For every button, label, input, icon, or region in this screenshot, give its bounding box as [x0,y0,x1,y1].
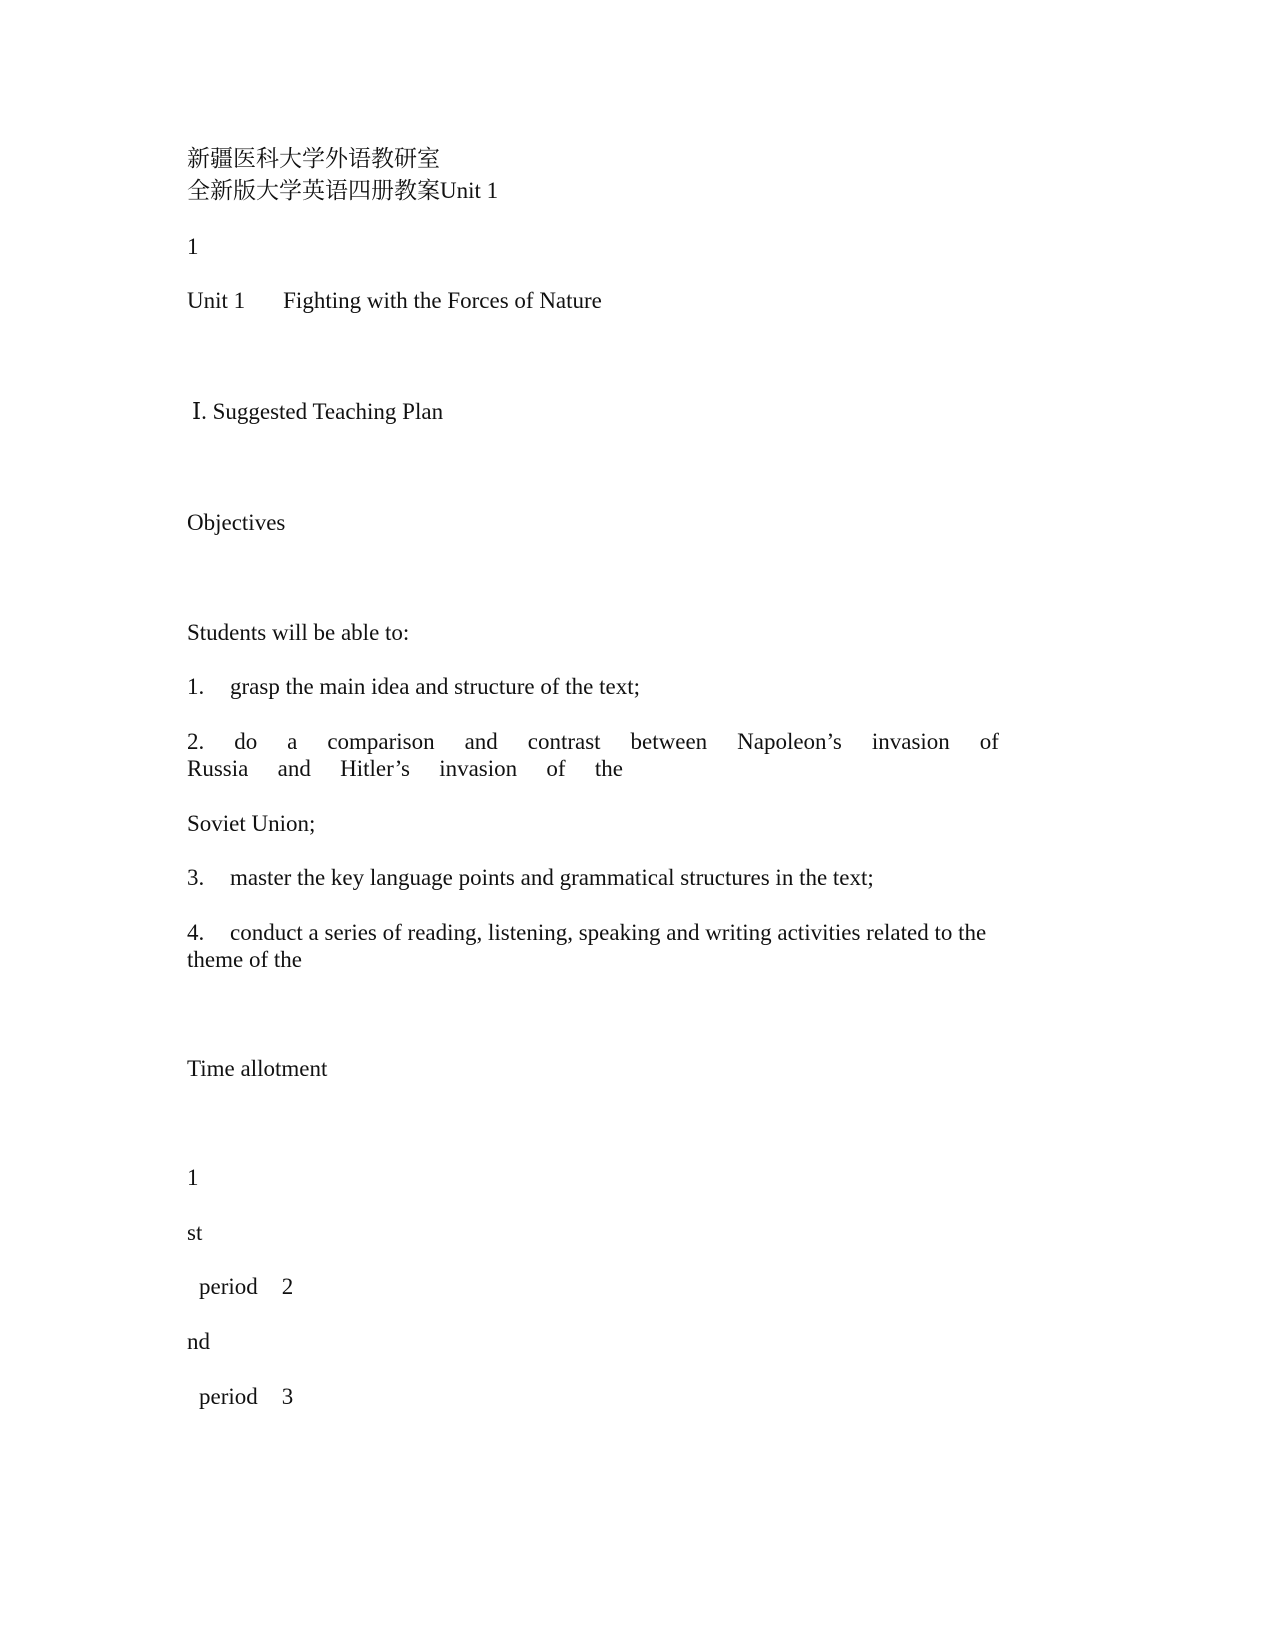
objective-number: 4. [187,920,205,945]
section-title: . Suggested Teaching Plan [201,399,444,424]
unit-title: Fighting with the Forces of Nature [283,288,602,313]
unit-label: Unit 1 [187,288,246,313]
unit-heading [187,287,602,315]
objective-word: comparison [327,729,435,754]
objective-item-4-line-1 [187,919,986,947]
time-fragment: 1 [187,1165,199,1190]
objective-item-2-continuation: Soviet Union; [187,811,316,836]
objective-word: invasion [439,756,518,781]
time-fragment: st [187,1220,203,1245]
objective-text: conduct a series of reading, listening, speaking and writing activities related to the [230,920,987,945]
time-fragment-line [187,1383,293,1411]
objective-word: Russia [187,756,249,781]
section-numeral: Ⅰ [192,399,202,424]
objective-item-4-line-2: theme of the [187,947,302,972]
objective-number: 3. [187,865,205,890]
time-fragment: period [199,1274,258,1299]
objective-item-2-line-2 [187,755,623,783]
objective-item-3 [187,864,874,892]
time-fragment: 3 [281,1384,294,1409]
objective-word: Napoleon’s [737,729,842,754]
objective-word: invasion [871,729,950,754]
objective-word: a [287,729,298,754]
header-department: 新疆医科大学外语教研室 [187,146,440,171]
objective-word: Hitler’s [340,756,410,781]
objective-item-2-line-1 [187,728,999,756]
objective-word: and [464,729,498,754]
objectives-intro: Students will be able to: [187,620,410,645]
time-fragment: 2 [281,1274,294,1299]
objective-item-1 [187,673,640,701]
header-course-title: 全新版大学英语四册教案Unit 1 [187,178,499,203]
objective-word: between [630,729,708,754]
time-allotment-heading: Time allotment [187,1056,328,1081]
objective-word: contrast [527,729,601,754]
objective-number: 1. [187,674,205,699]
objective-word: of [979,729,999,754]
page-number: 1 [187,234,199,259]
time-fragment: nd [187,1329,210,1354]
objective-text: grasp the main idea and structure of the text; [230,674,641,699]
objective-word: do [234,729,258,754]
objective-number: 2. [187,729,205,754]
objective-word: of [546,756,566,781]
objective-word: the [594,756,623,781]
time-fragment-line [187,1273,293,1301]
objectives-heading: Objectives [187,510,286,535]
objective-text: master the key language points and grammatical structures in the text; [230,865,874,890]
time-fragment: period [199,1384,258,1409]
section-heading [187,398,443,426]
objective-word: and [277,756,311,781]
